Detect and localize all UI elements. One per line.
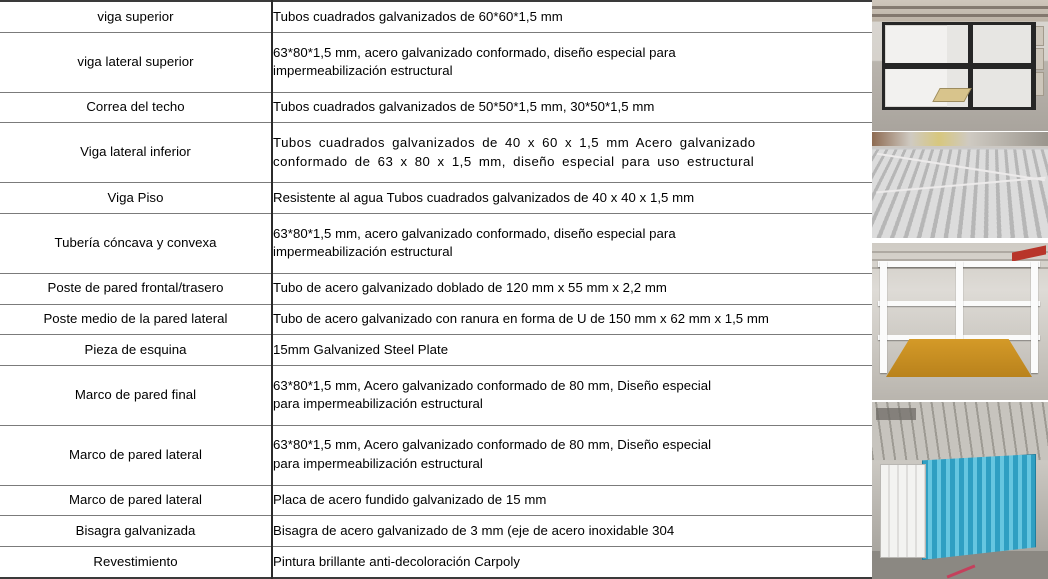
table-row — [0, 546, 873, 578]
table-row — [0, 183, 873, 214]
component-spec-cell — [272, 214, 873, 274]
product-photo-column — [872, 0, 1048, 579]
table-row — [0, 304, 873, 335]
spec-line: Pintura brillante anti-decoloración Carpoly — [273, 553, 520, 569]
table-row — [0, 32, 873, 92]
component-spec-cell — [272, 425, 873, 485]
component-spec-cell — [272, 485, 873, 516]
component-name-cell: Revestimiento — [0, 546, 272, 578]
table-row — [0, 123, 873, 183]
component-name-cell: Marco de pared lateral — [0, 485, 272, 516]
component-name-cell: Poste de pared frontal/trasero — [0, 273, 272, 304]
table-body — [0, 1, 873, 578]
spec-line: 63*80*1,5 mm, Acero galvanizado conformado de 80 mm, Diseño especial — [273, 437, 712, 453]
component-spec-cell — [272, 1, 873, 32]
component-spec-cell — [272, 516, 873, 547]
component-name-cell: Viga lateral inferior — [0, 123, 272, 183]
spec-line: Tubo de acero galvanizado doblado de 120 mm x 55 mm x 2,2 mm — [273, 280, 667, 296]
table-row — [0, 273, 873, 304]
table-row — [0, 335, 873, 366]
spec-line: Placa de acero fundido galvanizado de 15 mm — [273, 492, 547, 508]
spec-line: Tubos cuadrados galvanizados de 60*60*1,5 mm — [273, 8, 563, 24]
spec-line: 63*80*1,5 mm, acero galvanizado conformado, diseño especial para — [273, 44, 676, 60]
spec-line: Tubos cuadrados galvanizados de 50*50*1,5 mm, 30*50*1,5 mm — [273, 99, 655, 115]
component-spec-cell — [272, 304, 873, 335]
component-name-cell: Viga Piso — [0, 183, 272, 214]
photo-container-module-interior — [872, 0, 1048, 131]
spec-line: Tubos cuadrados galvanizados de 40 x 60 x 1,5 mm Acero galvanizado — [273, 135, 756, 151]
component-name-cell: Tubería cóncava y convexa — [0, 214, 272, 274]
component-spec-cell — [272, 123, 873, 183]
spec-line: 63*80*1,5 mm, acero galvanizado conformado, diseño especial para — [273, 225, 676, 241]
component-name-cell: Marco de pared final — [0, 365, 272, 425]
photo-white-frame-yellow-floor — [872, 243, 1048, 400]
table-row — [0, 425, 873, 485]
spec-line: Tubo de acero galvanizado con ranura en forma de U de 150 mm x 62 mm x 1,5 mm — [273, 310, 769, 326]
component-name-cell: viga superior — [0, 1, 272, 32]
spec-line: para impermeabilización estructural — [273, 396, 483, 412]
spec-line: impermeabilización estructural — [273, 63, 453, 79]
component-name-cell: Pieza de esquina — [0, 335, 272, 366]
spec-line: Bisagra de acero galvanizado de 3 mm (eje de acero inoxidable 304 — [273, 522, 675, 538]
table-row — [0, 365, 873, 425]
spec-line: Resistente al agua Tubos cuadrados galvanizados de 40 x 40 x 1,5 mm — [273, 189, 695, 205]
component-name-cell: Bisagra galvanizada — [0, 516, 272, 547]
photo-galvanized-floor-frame — [872, 132, 1048, 238]
spec-line: impermeabilización estructural — [273, 244, 453, 260]
component-spec-cell — [272, 32, 873, 92]
spec-line: para impermeabilización estructural — [273, 456, 483, 472]
table-row — [0, 485, 873, 516]
table-row — [0, 214, 873, 274]
photo-finished-container-exterior — [872, 402, 1048, 579]
component-name-cell: Marco de pared lateral — [0, 425, 272, 485]
spec-line: conformado de 63 x 80 x 1,5 mm, diseño especial para uso estructural — [273, 153, 755, 169]
spec-line: 15mm Galvanized Steel Plate — [273, 341, 449, 357]
component-spec-cell — [272, 273, 873, 304]
spec-line: 63*80*1,5 mm, Acero galvanizado conformado de 80 mm, Diseño especial — [273, 377, 712, 393]
component-spec-cell — [272, 365, 873, 425]
component-spec-cell — [272, 183, 873, 214]
table-row — [0, 516, 873, 547]
component-spec-cell — [272, 546, 873, 578]
component-name-cell: Poste medio de la pared lateral — [0, 304, 272, 335]
component-spec-cell — [272, 335, 873, 366]
table-row — [0, 92, 873, 123]
table-row — [0, 1, 873, 32]
component-name-cell: viga lateral superior — [0, 32, 272, 92]
component-name-cell: Correa del techo — [0, 92, 272, 123]
component-spec-cell — [272, 92, 873, 123]
